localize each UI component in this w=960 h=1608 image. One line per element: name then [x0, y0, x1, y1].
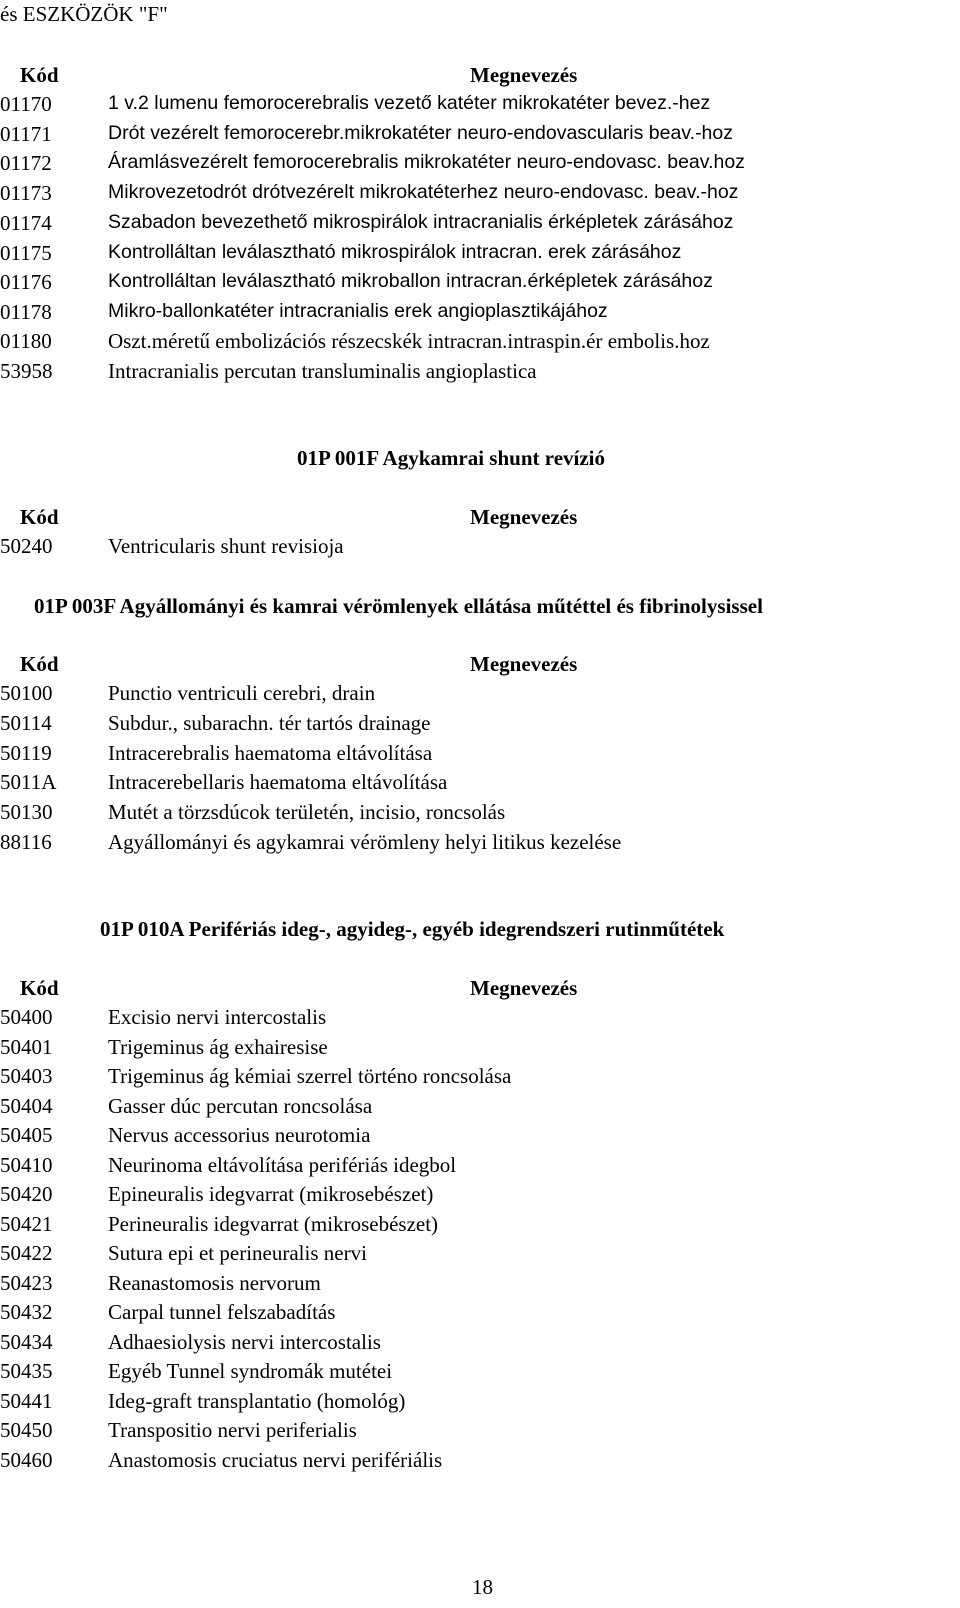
row-code: 01172 [0, 151, 52, 176]
section-title-4: 01P 010A Perifériás ideg-, agyideg-, egyéb idegrendszeri rutinműtétek [100, 917, 725, 941]
row-name: Drót vezérelt femorocerebr.mikrokatéter neuro-endovascularis beav.-hoz [108, 121, 733, 144]
row-name: Intracranialis percutan transluminalis angioplastica [108, 358, 537, 383]
row-name: Carpal tunnel felszabadítás [108, 1300, 336, 1324]
col-code-header: Kód [20, 652, 59, 676]
table-row [0, 1182, 960, 1211]
row-name: Transpositio nervi periferialis [108, 1418, 357, 1442]
table-row [0, 1241, 960, 1270]
table-row [0, 151, 960, 180]
row-code: 50460 [0, 1447, 53, 1472]
row-name: Kontrolláltan leválasztható mikroballon intracran.érképletek zárásához [108, 270, 713, 293]
col-code-header: Kód [20, 976, 59, 1000]
table-row [0, 1330, 960, 1359]
row-code: 5011A [0, 770, 57, 795]
row-code: 50100 [0, 681, 53, 705]
table-row [0, 122, 960, 151]
row-code: 50450 [0, 1418, 53, 1442]
row-code: 50410 [0, 1152, 53, 1177]
row-code: 01174 [0, 210, 52, 235]
row-code: 50421 [0, 1211, 53, 1236]
table-row [0, 1448, 960, 1477]
row-code: 50401 [0, 1034, 53, 1059]
table-row [0, 1300, 960, 1329]
table-row [0, 800, 960, 829]
row-name: Trigeminus ág kémiai szerrel történo roncsolása [108, 1064, 512, 1088]
row-code: 50434 [0, 1329, 53, 1354]
row-name: Mikrovezetodrót drótvezérelt mikrokatéterhez neuro-endovasc. beav.-hoz [108, 181, 739, 204]
row-name: Oszt.méretű embolizációs részecskék intracran.intraspin.ér embolis.hoz [108, 329, 710, 353]
table-row [0, 211, 960, 240]
table-row [0, 1359, 960, 1388]
table-row [0, 300, 960, 329]
table-row [0, 181, 960, 210]
row-name: Szabadon bevezethető mikrospirálok intracranialis érképletek zárásához [108, 210, 734, 233]
row-name: Egyéb Tunnel syndromák mutétei [108, 1359, 393, 1383]
table-row [0, 1064, 960, 1093]
row-name: Anastomosis cruciatus nervi perifériális [108, 1447, 443, 1472]
row-code: 50403 [0, 1064, 53, 1088]
row-code: 01176 [0, 270, 52, 295]
row-code: 50400 [0, 1005, 53, 1029]
row-name: Intracerebralis haematoma eltávolítása [108, 740, 433, 765]
table-row [0, 1418, 960, 1447]
row-name: Trigeminus ág exhairesise [108, 1034, 328, 1059]
table-header-2 [0, 505, 960, 533]
row-code: 50420 [0, 1182, 53, 1206]
col-name-header: Megnevezés [470, 63, 578, 87]
row-name: Áramlásvezérelt femorocerebralis mikrokatéter neuro-endovasc. beav.hoz [108, 151, 745, 174]
row-name: Kontrolláltan leválasztható mikrospirálok intracran. erek zárásához [108, 240, 682, 263]
row-name: Mutét a törzsdúcok területén, incisio, roncsolás [108, 800, 506, 825]
row-name: Excisio nervi intercostalis [108, 1005, 327, 1029]
row-name: Ventricularis shunt revisioja [108, 534, 344, 558]
row-code: 50130 [0, 800, 53, 825]
row-name: Epineuralis idegvarrat (mikrosebészet) [108, 1182, 434, 1206]
row-name: Mikro-ballonkatéter intracranialis erek angioplasztikájához [108, 299, 608, 322]
table-row [0, 1035, 960, 1064]
row-code: 01178 [0, 299, 52, 324]
row-code: 50114 [0, 710, 52, 735]
row-name: Intracerebellaris haematoma eltávolítása [108, 770, 448, 795]
page-header: és ESZKÖZÖK "F" [0, 2, 168, 26]
row-name: Adhaesiolysis nervi intercostalis [108, 1329, 381, 1354]
table-row [0, 711, 960, 740]
row-code: 50423 [0, 1270, 53, 1295]
table-row [0, 1271, 960, 1300]
table-row [0, 741, 960, 770]
row-code: 01175 [0, 240, 52, 265]
row-name: Perineuralis idegvarrat (mikrosebészet) [108, 1211, 439, 1236]
table-header-1 [0, 63, 960, 91]
table-header-4 [0, 976, 960, 1004]
row-code: 50405 [0, 1123, 53, 1147]
table-row [0, 534, 960, 563]
section-title-3: 01P 003F Agyállományi és kamrai vérömlenyek ellátása műtéttel és fibrinolysissel [34, 594, 763, 618]
row-name: Gasser dúc percutan roncsolása [108, 1093, 373, 1118]
section-title-2: 01P 001F Agykamrai shunt revízió [297, 446, 606, 470]
table-row [0, 830, 960, 859]
row-name: 1 v.2 lumenu femorocerebralis vezető katéter mikrokatéter bevez.-hez [108, 92, 711, 114]
col-code-header: Kód [20, 505, 59, 529]
row-code: 50404 [0, 1093, 53, 1118]
table-row [0, 1153, 960, 1182]
row-code: 01170 [0, 92, 52, 116]
row-name: Punctio ventriculi cerebri, drain [108, 681, 376, 705]
col-name-header: Megnevezés [470, 976, 578, 1000]
table-row [0, 1123, 960, 1152]
table-row [0, 1005, 960, 1034]
row-code: 01180 [0, 329, 52, 353]
row-name: Nervus accessorius neurotomia [108, 1123, 371, 1147]
col-code-header: Kód [20, 63, 59, 87]
table-row [0, 241, 960, 270]
table-row [0, 1212, 960, 1241]
page-number: 18 [472, 1575, 493, 1599]
row-name: Agyállományi és agykamrai vérömleny helyi litikus kezelése [108, 830, 622, 854]
row-code: 53958 [0, 358, 53, 383]
table-row [0, 329, 960, 358]
row-code: 50422 [0, 1241, 53, 1265]
col-name-header: Megnevezés [470, 505, 578, 529]
row-name: Subdur., subarachn. tér tartós drainage [108, 710, 431, 735]
col-name-header: Megnevezés [470, 652, 578, 676]
row-code: 50441 [0, 1388, 53, 1413]
row-name: Ideg-graft transplantatio (homológ) [108, 1388, 406, 1413]
row-code: 50432 [0, 1300, 53, 1324]
table-row [0, 270, 960, 299]
row-code: 50435 [0, 1359, 53, 1383]
table-row [0, 770, 960, 799]
row-name: Sutura epi et perineuralis nervi [108, 1241, 367, 1265]
row-name: Neurinoma eltávolítása perifériás idegbol [108, 1152, 457, 1177]
row-code: 50119 [0, 740, 52, 765]
table-row [0, 681, 960, 710]
table-row [0, 92, 960, 121]
table-row [0, 1389, 960, 1418]
row-code: 88116 [0, 830, 52, 854]
table-row [0, 1094, 960, 1123]
row-code: 50240 [0, 534, 53, 558]
row-name: Reanastomosis nervorum [108, 1270, 321, 1295]
row-code: 01173 [0, 181, 52, 206]
row-code: 01171 [0, 121, 52, 146]
table-header-3 [0, 652, 960, 680]
table-row [0, 359, 960, 388]
